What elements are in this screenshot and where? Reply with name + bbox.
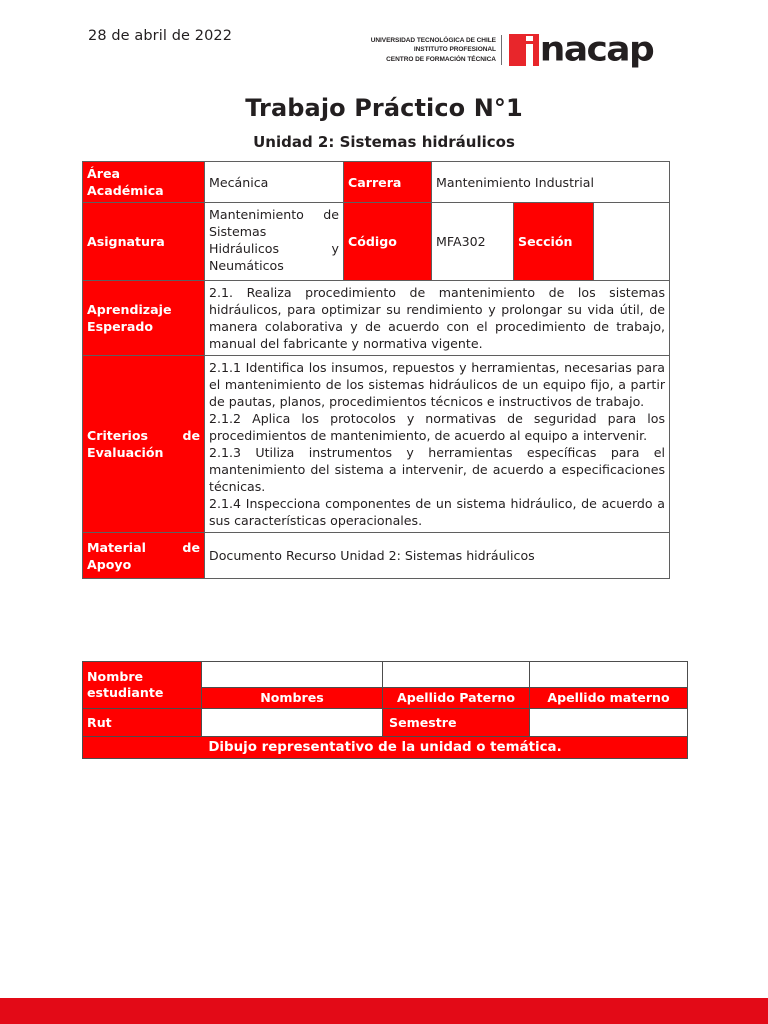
document-date: 28 de abril de 2022 <box>88 28 233 44</box>
input-semestre[interactable] <box>530 709 688 737</box>
logo-wordmark-text: nacap <box>539 30 654 69</box>
criterion-item: 2.1.2 Aplica los protocolos y normativas de seguridad para los procedimientos de mantenimiento, de acuerdo al equipo a intervenir. <box>209 411 666 443</box>
drawing-instruction-note: Dibujo representativo de la unidad o temática. <box>83 737 688 759</box>
row-value-area-academica: Mecánica <box>205 162 344 203</box>
row-label-rut: Rut <box>83 709 202 737</box>
row-label-nombre-estudiante: Nombre estudiante <box>83 662 202 709</box>
criterion-item: 2.1.4 Inspecciona componentes de un sistema hidráulico, de acuerdo a sus características operacionales. <box>209 496 666 528</box>
criterion-item: 2.1.3 Utiliza instrumentos y herramientas específicas para el mantenimiento del sistema a intervenir, de acuerdo a especificaciones técnicas. <box>209 445 666 494</box>
row-label-material-apoyo: Material de Apoyo <box>83 533 205 579</box>
row-label-semestre: Semestre <box>383 709 530 737</box>
row-value-seccion[interactable] <box>594 203 670 281</box>
row-value-criterios-evaluacion <box>205 356 670 533</box>
table-row <box>83 533 670 579</box>
row-label-area-academica: Área Académica <box>83 162 205 203</box>
logo-institution-lines <box>371 36 502 64</box>
row-value-asignatura: Mantenimiento de Sistemas Hidráulicos y Neumáticos <box>205 203 344 281</box>
logo-line-3: CENTRO DE FORMACIÓN TÉCNICA <box>386 55 496 63</box>
table-row <box>83 662 688 688</box>
table-row <box>83 709 688 737</box>
row-label-seccion: Sección <box>514 203 594 281</box>
footer-bar <box>0 998 768 1024</box>
input-apellido-materno[interactable] <box>530 662 688 688</box>
row-label-asignatura: Asignatura <box>83 203 205 281</box>
table-row <box>83 737 688 759</box>
row-label-aprendizaje-esperado: Aprendizaje Esperado <box>83 281 205 356</box>
subheader-apellido-materno: Apellido materno <box>530 688 688 709</box>
logo-i-square-icon <box>509 34 539 66</box>
row-label-codigo: Código <box>344 203 432 281</box>
page-header <box>0 24 768 80</box>
page-title: Trabajo Práctico N°1 <box>245 94 523 122</box>
logo-line-1: UNIVERSIDAD TECNOLÓGICA DE CHILE <box>370 36 496 44</box>
row-label-carrera: Carrera <box>344 162 432 203</box>
row-value-aprendizaje-esperado: 2.1. Realiza procedimiento de mantenimiento de los sistemas hidráulicos, para optimizar su rendimiento y prolongar su vida útil, de manera colaborativa y de acuerdo con el procedimiento de trabajo, manual del fabricante y normativa vigente. <box>205 281 670 356</box>
table-row <box>83 162 670 203</box>
table-row <box>83 281 670 356</box>
student-info-table <box>82 661 688 759</box>
input-apellido-paterno[interactable] <box>383 662 530 688</box>
row-label-criterios-evaluacion: Criterios de Evaluación <box>83 356 205 533</box>
logo-wordmark <box>509 30 654 69</box>
logo-line-2: INSTITUTO PROFESIONAL <box>413 46 496 54</box>
table-row <box>83 356 670 533</box>
criterion-item: 2.1.1 Identifica los insumos, repuestos y herramientas, necesarias para el mantenimiento de los sistemas hidráulicos de un equipo fijo, a partir de pautas, planos, procedimientos técnicos e instructivos de trabajo. <box>209 360 666 409</box>
row-value-carrera: Mantenimiento Industrial <box>432 162 670 203</box>
row-value-material-apoyo: Documento Recurso Unidad 2: Sistemas hidráulicos <box>205 533 670 579</box>
input-nombres[interactable] <box>202 662 383 688</box>
table-row <box>83 203 670 281</box>
page-subtitle: Unidad 2: Sistemas hidráulicos <box>253 133 515 151</box>
row-value-codigo: MFA302 <box>432 203 514 281</box>
subheader-apellido-paterno: Apellido Paterno <box>383 688 530 709</box>
input-rut[interactable] <box>202 709 383 737</box>
course-info-table <box>82 161 670 579</box>
subheader-nombres: Nombres <box>202 688 383 709</box>
inacap-logo <box>372 24 653 76</box>
